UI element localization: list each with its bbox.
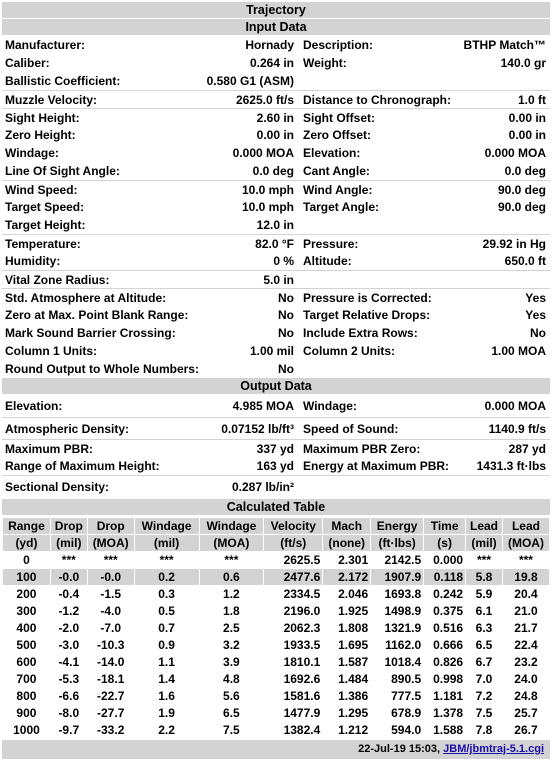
field-value xyxy=(452,360,550,378)
data-row xyxy=(2,306,550,324)
table-cell: -0.4 xyxy=(51,586,87,602)
data-row xyxy=(2,234,550,252)
table-cell: 1.695 xyxy=(323,637,370,653)
table-body xyxy=(3,552,549,738)
table-cell: 1.1 xyxy=(135,654,199,670)
table-cell: 2.301 xyxy=(323,552,370,568)
field-label xyxy=(297,72,452,90)
table-row xyxy=(3,722,549,738)
field-value xyxy=(452,72,550,90)
field-label: Wind Speed: xyxy=(5,183,78,197)
table-cell: -2.0 xyxy=(51,620,87,636)
table-cell: 6.3 xyxy=(466,620,502,636)
table-cell: 0.000 xyxy=(424,552,465,568)
column-header: Mach xyxy=(323,518,370,534)
field-value: 287 yd xyxy=(508,442,546,456)
field-label xyxy=(297,216,452,234)
table-cell: 22.4 xyxy=(503,637,549,653)
field-value: 5.0 in xyxy=(263,273,294,287)
field-value: 0.00 in xyxy=(508,128,546,142)
table-cell: 7.5 xyxy=(200,722,264,738)
table-cell: 1321.9 xyxy=(371,620,423,636)
table-cell: 900 xyxy=(3,705,50,721)
table-cell: 100 xyxy=(3,569,50,585)
field-label: Manufacturer: xyxy=(5,38,86,52)
field-label: Include Extra Rows: xyxy=(303,326,418,340)
table-cell: 21.7 xyxy=(503,620,549,636)
table-cell: 0.516 xyxy=(424,620,465,636)
column-header: Time xyxy=(424,518,465,534)
column-unit: (ft/s) xyxy=(264,535,322,551)
column-header: Lead xyxy=(466,518,502,534)
field-value: 1431.3 ft·lbs xyxy=(476,459,546,473)
table-cell: 1.808 xyxy=(323,620,370,636)
field-value: 1.00 mil xyxy=(249,344,294,358)
data-row xyxy=(2,395,550,417)
field-label: Speed of Sound: xyxy=(303,422,399,436)
field-value: No xyxy=(278,326,294,340)
field-label: Target Height: xyxy=(5,218,86,232)
field-value: Hornady xyxy=(245,38,294,52)
field-value: 140.0 gr xyxy=(500,56,546,70)
footer-link[interactable]: JBM/jbmtraj-5.1.cgi xyxy=(443,743,544,755)
table-cell: 1.6 xyxy=(135,688,199,704)
table-row xyxy=(3,688,549,704)
table-cell: 5.8 xyxy=(466,569,502,585)
field-label: Caliber: xyxy=(5,56,50,70)
data-row xyxy=(2,417,550,439)
table-cell: 678.9 xyxy=(371,705,423,721)
data-row xyxy=(2,475,550,497)
field-label: Humidity: xyxy=(5,254,61,268)
table-cell: 1382.4 xyxy=(264,722,322,738)
field-label: Zero Height: xyxy=(5,128,76,142)
data-row xyxy=(2,457,550,475)
field-value xyxy=(452,216,550,234)
table-cell: *** xyxy=(200,552,264,568)
data-row xyxy=(2,72,550,90)
field-label: Maximum PBR: xyxy=(5,442,94,456)
table-cell: 4.8 xyxy=(200,671,264,687)
field-value: 0.000 MOA xyxy=(232,146,294,160)
data-row xyxy=(2,162,550,180)
table-cell: *** xyxy=(88,552,134,568)
table-cell: 19.8 xyxy=(503,569,549,585)
table-cell: 5.9 xyxy=(466,586,502,602)
field-label: Elevation: xyxy=(5,399,63,413)
field-value: 2625.0 ft/s xyxy=(235,93,294,107)
table-cell: 800 xyxy=(3,688,50,704)
data-row xyxy=(2,144,550,162)
field-label: Line Of Sight Angle: xyxy=(5,164,120,178)
column-header: Lead xyxy=(503,518,549,534)
table-cell: -4.0 xyxy=(88,603,134,619)
table-cell: 25.7 xyxy=(503,705,549,721)
field-label: Mark Sound Barrier Crossing: xyxy=(5,326,176,340)
table-cell: *** xyxy=(503,552,549,568)
field-value: Yes xyxy=(525,291,546,305)
field-label: Zero Offset: xyxy=(303,128,372,142)
table-cell: 1581.6 xyxy=(264,688,322,704)
table-cell: 0.666 xyxy=(424,637,465,653)
table-cell: 2142.5 xyxy=(371,552,423,568)
data-row xyxy=(2,90,550,108)
table-cell: 0.998 xyxy=(424,671,465,687)
table-cell: -0.0 xyxy=(51,569,87,585)
field-value: 4.985 MOA xyxy=(232,399,294,413)
column-header: Windage xyxy=(200,518,264,534)
field-label: Cant Angle: xyxy=(303,164,370,178)
data-row xyxy=(2,108,550,126)
table-cell: 1.4 xyxy=(135,671,199,687)
field-value: 1.00 MOA xyxy=(491,344,546,358)
table-row xyxy=(3,654,549,670)
field-value xyxy=(452,476,550,497)
table-cell: 1000 xyxy=(3,722,50,738)
table-cell: 2334.5 xyxy=(264,586,322,602)
table-cell: 0.9 xyxy=(135,637,199,653)
table-cell: -22.7 xyxy=(88,688,134,704)
table-cell: 1.181 xyxy=(424,688,465,704)
table-cell: 6.7 xyxy=(466,654,502,670)
field-value: 650.0 ft xyxy=(504,254,546,268)
table-cell: -1.5 xyxy=(88,586,134,602)
field-label: Vital Zone Radius: xyxy=(5,273,110,287)
column-header: Velocity xyxy=(264,518,322,534)
field-value: BTHP Match™ xyxy=(463,38,546,52)
data-row xyxy=(2,288,550,306)
column-unit: (ft·lbs) xyxy=(371,535,423,551)
table-cell: 1.9 xyxy=(135,705,199,721)
table-cell: 6.5 xyxy=(200,705,264,721)
table-cell: 0.118 xyxy=(424,569,465,585)
field-label: Column 2 Units: xyxy=(303,344,395,358)
field-label: Target Relative Drops: xyxy=(303,308,431,322)
table-cell: 2477.6 xyxy=(264,569,322,585)
field-label: Pressure: xyxy=(303,237,359,251)
field-label: Range of Maximum Height: xyxy=(5,459,160,473)
data-row xyxy=(2,36,550,54)
field-value: 90.0 deg xyxy=(497,200,546,214)
table-cell: 0.3 xyxy=(135,586,199,602)
table-cell: -1.2 xyxy=(51,603,87,619)
column-unit: (none) xyxy=(323,535,370,551)
table-cell: 24.0 xyxy=(503,671,549,687)
field-value: Yes xyxy=(525,308,546,322)
table-cell: -5.3 xyxy=(51,671,87,687)
table-cell: 0.2 xyxy=(135,569,199,585)
table-row xyxy=(3,705,549,721)
table-cell: 1.2 xyxy=(200,586,264,602)
table-cell: 1693.8 xyxy=(371,586,423,602)
data-row xyxy=(2,342,550,360)
table-cell: 2.5 xyxy=(200,620,264,636)
table-cell: 1018.4 xyxy=(371,654,423,670)
field-label: Windage: xyxy=(5,146,59,160)
footer-date: 22-Jul-19 15:03, xyxy=(358,743,444,755)
table-cell: 1.587 xyxy=(323,654,370,670)
table-cell: 2062.3 xyxy=(264,620,322,636)
table-cell: 6.1 xyxy=(466,603,502,619)
table-cell: 3.2 xyxy=(200,637,264,653)
table-cell: 1.484 xyxy=(323,671,370,687)
table-cell: 7.0 xyxy=(466,671,502,687)
footer xyxy=(2,740,550,759)
data-row xyxy=(2,180,550,198)
table-cell: -0.0 xyxy=(88,569,134,585)
field-value: 12.0 in xyxy=(256,218,294,232)
table-row xyxy=(3,569,549,585)
table-cell: -7.0 xyxy=(88,620,134,636)
table-cell: 20.4 xyxy=(503,586,549,602)
table-cell: 3.9 xyxy=(200,654,264,670)
data-row xyxy=(2,270,550,288)
field-label: Distance to Chronograph: xyxy=(303,93,452,107)
table-cell: 594.0 xyxy=(371,722,423,738)
table-cell: 7.5 xyxy=(466,705,502,721)
table-cell: 21.0 xyxy=(503,603,549,619)
table-cell: 0.826 xyxy=(424,654,465,670)
table-cell: -27.7 xyxy=(88,705,134,721)
table-cell: -33.2 xyxy=(88,722,134,738)
table-cell: *** xyxy=(135,552,199,568)
table-cell: 0.6 xyxy=(200,569,264,585)
table-cell: 200 xyxy=(3,586,50,602)
table-cell: 777.5 xyxy=(371,688,423,704)
table-cell: -8.0 xyxy=(51,705,87,721)
table-cell: 0.242 xyxy=(424,586,465,602)
table-cell: 2.172 xyxy=(323,569,370,585)
table-cell: -18.1 xyxy=(88,671,134,687)
table-cell: 26.7 xyxy=(503,722,549,738)
field-value: No xyxy=(278,291,294,305)
field-value: No xyxy=(278,308,294,322)
calculated-table xyxy=(2,517,550,739)
table-cell: 5.6 xyxy=(200,688,264,704)
table-row xyxy=(3,671,549,687)
field-value: No xyxy=(530,326,546,340)
table-cell: 1498.9 xyxy=(371,603,423,619)
table-cell: 0.5 xyxy=(135,603,199,619)
field-label: Elevation: xyxy=(303,146,361,160)
table-cell: 7.8 xyxy=(466,722,502,738)
table-cell: 1477.9 xyxy=(264,705,322,721)
field-label: Atmospheric Density: xyxy=(5,422,130,436)
table-row xyxy=(3,620,549,636)
field-value xyxy=(452,271,550,288)
data-row xyxy=(2,439,550,457)
field-value: 0.0 deg xyxy=(504,164,546,178)
field-value: 1140.9 ft/s xyxy=(488,422,546,436)
table-cell: 300 xyxy=(3,603,50,619)
input-data-section xyxy=(2,36,550,378)
table-row xyxy=(3,586,549,602)
field-label: Column 1 Units: xyxy=(5,344,97,358)
field-value: 10.0 mph xyxy=(241,200,294,214)
field-value: 0.000 MOA xyxy=(484,399,546,413)
field-value: 0.580 G1 (ASM) xyxy=(206,74,294,88)
output-data-section xyxy=(2,395,550,497)
table-cell: 1907.9 xyxy=(371,569,423,585)
field-value: 337 yd xyxy=(256,442,294,456)
field-value: 163 yd xyxy=(256,459,294,473)
table-cell: 1.212 xyxy=(323,722,370,738)
field-value: 29.92 in Hg xyxy=(482,237,546,251)
data-row xyxy=(2,252,550,270)
table-cell: 400 xyxy=(3,620,50,636)
field-label: Muzzle Velocity: xyxy=(5,93,98,107)
table-cell: 1.295 xyxy=(323,705,370,721)
calculated-table-header: Calculated Table xyxy=(2,499,550,516)
table-cell: 0 xyxy=(3,552,50,568)
field-label: Windage: xyxy=(303,399,357,413)
table-cell: 2196.0 xyxy=(264,603,322,619)
field-value: 1.0 ft xyxy=(517,93,546,107)
table-cell: 2.046 xyxy=(323,586,370,602)
column-unit: (mil) xyxy=(466,535,502,551)
field-value: 0.264 in xyxy=(249,56,294,70)
field-label: Sectional Density: xyxy=(5,480,110,494)
field-label: Temperature: xyxy=(5,237,81,251)
field-value: 0.00 in xyxy=(508,111,546,125)
column-header: Windage xyxy=(135,518,199,534)
field-value: 2.60 in xyxy=(256,111,294,125)
column-unit: (MOA) xyxy=(503,535,549,551)
field-label xyxy=(297,271,452,288)
field-label: Sight Offset: xyxy=(303,111,375,125)
field-label: Sight Height: xyxy=(5,111,80,125)
table-cell: 1692.6 xyxy=(264,671,322,687)
input-data-header: Input Data xyxy=(2,19,550,36)
field-label: Std. Atmosphere at Altitude: xyxy=(5,291,167,305)
table-cell: 0.375 xyxy=(424,603,465,619)
column-unit: (yd) xyxy=(3,535,50,551)
field-value: 10.0 mph xyxy=(241,183,294,197)
field-value: 0.287 lb/in² xyxy=(231,480,294,494)
table-cell: 1.378 xyxy=(424,705,465,721)
field-label: Target Speed: xyxy=(5,200,85,214)
data-row xyxy=(2,324,550,342)
column-unit: (mil) xyxy=(51,535,87,551)
table-cell: 1162.0 xyxy=(371,637,423,653)
table-cell: 600 xyxy=(3,654,50,670)
trajectory-page xyxy=(2,2,550,759)
page-title: Trajectory xyxy=(2,2,550,19)
table-cell: 500 xyxy=(3,637,50,653)
table-cell: 6.5 xyxy=(466,637,502,653)
column-unit: (mil) xyxy=(135,535,199,551)
field-label: Target Angle: xyxy=(303,200,380,214)
field-label: Ballistic Coefficient: xyxy=(5,74,121,88)
field-label: Energy at Maximum PBR: xyxy=(303,459,450,473)
field-value: 82.0 °F xyxy=(255,237,294,251)
field-label: Wind Angle: xyxy=(303,183,373,197)
table-cell: -10.3 xyxy=(88,637,134,653)
table-cell: 1.386 xyxy=(323,688,370,704)
table-cell: 2625.5 xyxy=(264,552,322,568)
table-cell: *** xyxy=(51,552,87,568)
table-header-names-row xyxy=(3,518,549,534)
column-unit: (MOA) xyxy=(200,535,264,551)
column-header: Energy xyxy=(371,518,423,534)
table-header-units-row xyxy=(3,535,549,551)
field-label: Altitude: xyxy=(303,254,352,268)
table-cell: 7.2 xyxy=(466,688,502,704)
table-cell: 1933.5 xyxy=(264,637,322,653)
field-label: Weight: xyxy=(303,56,347,70)
table-cell: 24.8 xyxy=(503,688,549,704)
table-cell: -4.1 xyxy=(51,654,87,670)
table-cell: 1.925 xyxy=(323,603,370,619)
field-label: Description: xyxy=(303,38,374,52)
data-row xyxy=(2,198,550,216)
table-cell: -9.7 xyxy=(51,722,87,738)
column-unit: (MOA) xyxy=(88,535,134,551)
field-label: Pressure is Corrected: xyxy=(303,291,432,305)
field-value: 0.000 MOA xyxy=(484,146,546,160)
table-cell: *** xyxy=(466,552,502,568)
field-label: Round Output to Whole Numbers: xyxy=(5,362,199,376)
field-label xyxy=(297,360,452,378)
column-header: Drop xyxy=(88,518,134,534)
data-row xyxy=(2,126,550,144)
table-row xyxy=(3,637,549,653)
column-unit: (s) xyxy=(424,535,465,551)
data-row xyxy=(2,54,550,72)
table-cell: -6.6 xyxy=(51,688,87,704)
table-cell: 700 xyxy=(3,671,50,687)
field-value: 0.07152 lb/ft³ xyxy=(221,422,294,436)
table-cell: 890.5 xyxy=(371,671,423,687)
table-cell: 1.588 xyxy=(424,722,465,738)
field-value: 90.0 deg xyxy=(497,183,546,197)
data-row xyxy=(2,360,550,378)
column-header: Range xyxy=(3,518,50,534)
field-label xyxy=(297,476,452,497)
table-cell: 1810.1 xyxy=(264,654,322,670)
field-value: 0.0 deg xyxy=(252,164,294,178)
table-cell: 0.7 xyxy=(135,620,199,636)
table-cell: 1.8 xyxy=(200,603,264,619)
field-value: 0 % xyxy=(273,254,294,268)
table-cell: 2.2 xyxy=(135,722,199,738)
output-data-header: Output Data xyxy=(2,378,550,395)
field-label: Maximum PBR Zero: xyxy=(303,442,421,456)
table-cell: 23.2 xyxy=(503,654,549,670)
table-row xyxy=(3,603,549,619)
column-header: Drop xyxy=(51,518,87,534)
field-value: 0.00 in xyxy=(256,128,294,142)
table-cell: -14.0 xyxy=(88,654,134,670)
data-row xyxy=(2,216,550,234)
field-value: No xyxy=(278,362,294,376)
field-label: Zero at Max. Point Blank Range: xyxy=(5,308,189,322)
table-cell: -3.0 xyxy=(51,637,87,653)
table-row xyxy=(3,552,549,568)
